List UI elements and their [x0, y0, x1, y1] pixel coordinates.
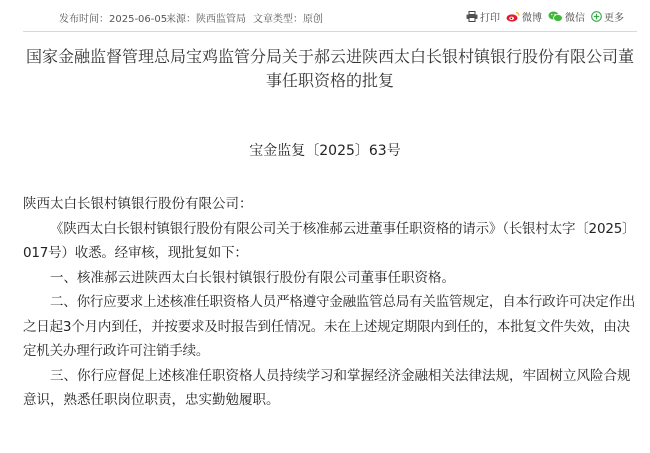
- more-label: 更多: [604, 13, 624, 24]
- article-paragraph: 一、核准郝云进陕西太白长银村镇银行股份有限公司董事任职资格。: [50, 269, 455, 286]
- article-meta-bar: [0, 0, 650, 32]
- publish-time-value: 2025-06-05: [109, 14, 168, 25]
- wechat-label: 微信: [565, 13, 585, 24]
- wechat-icon: [548, 11, 563, 22]
- article-paragraph: 《陕西太白长银村镇银行股份有限公司关于核准郝云进董事任职资格的请示》（长银村太字〔2025〕017号）收悉。经审核，现批复如下：: [23, 220, 636, 261]
- weibo-label: 微博: [522, 13, 542, 24]
- article-paragraph: 二、你行应要求上述核准任职资格人员严格遵守金融监管总局有关监管规定，自本行政许可决定作出之日起3个月内到任，并按要求及时报告到任情况。未在上述规定期限内到任的，本批复文件失效，由决定机关办理行政许可注销手续。: [23, 294, 636, 359]
- article-source: [166, 10, 246, 25]
- header-divider: [23, 31, 637, 32]
- document-number: 宝金监复〔2025〕63号: [249, 143, 401, 159]
- article-type: [253, 10, 323, 25]
- weibo-icon: [506, 11, 520, 22]
- publish-time-label: 发布时间：: [59, 14, 109, 25]
- addressee: 陕西太白长银村镇银行股份有限公司：: [23, 196, 253, 212]
- publish-time: [59, 10, 167, 25]
- plus-circle-icon: [591, 11, 602, 22]
- more-share-button[interactable]: [591, 9, 624, 24]
- type-label: 文章类型：: [253, 14, 303, 25]
- type-value: 原创: [303, 14, 323, 25]
- wechat-share-button[interactable]: [548, 9, 585, 24]
- source-label: 来源：: [166, 14, 196, 25]
- print-label: 打印: [480, 13, 500, 24]
- weibo-share-button[interactable]: [506, 9, 542, 24]
- article-paragraph: 三、你行应督促上述核准任职资格人员持续学习和掌握经济金融相关法律法规，牢固树立风险合规意识，熟悉任职岗位职责，忠实勤勉履职。: [23, 367, 631, 408]
- share-toolbar: [466, 9, 630, 24]
- print-button[interactable]: [466, 9, 500, 24]
- article-title: 国家金融监督管理总局宝鸡监管分局关于郝云进陕西太白长银村镇银行股份有限公司董事任职资格的批复: [25, 47, 634, 90]
- source-value: 陕西监管局: [196, 14, 246, 25]
- printer-icon: [466, 11, 478, 22]
- article-body: [23, 192, 639, 413]
